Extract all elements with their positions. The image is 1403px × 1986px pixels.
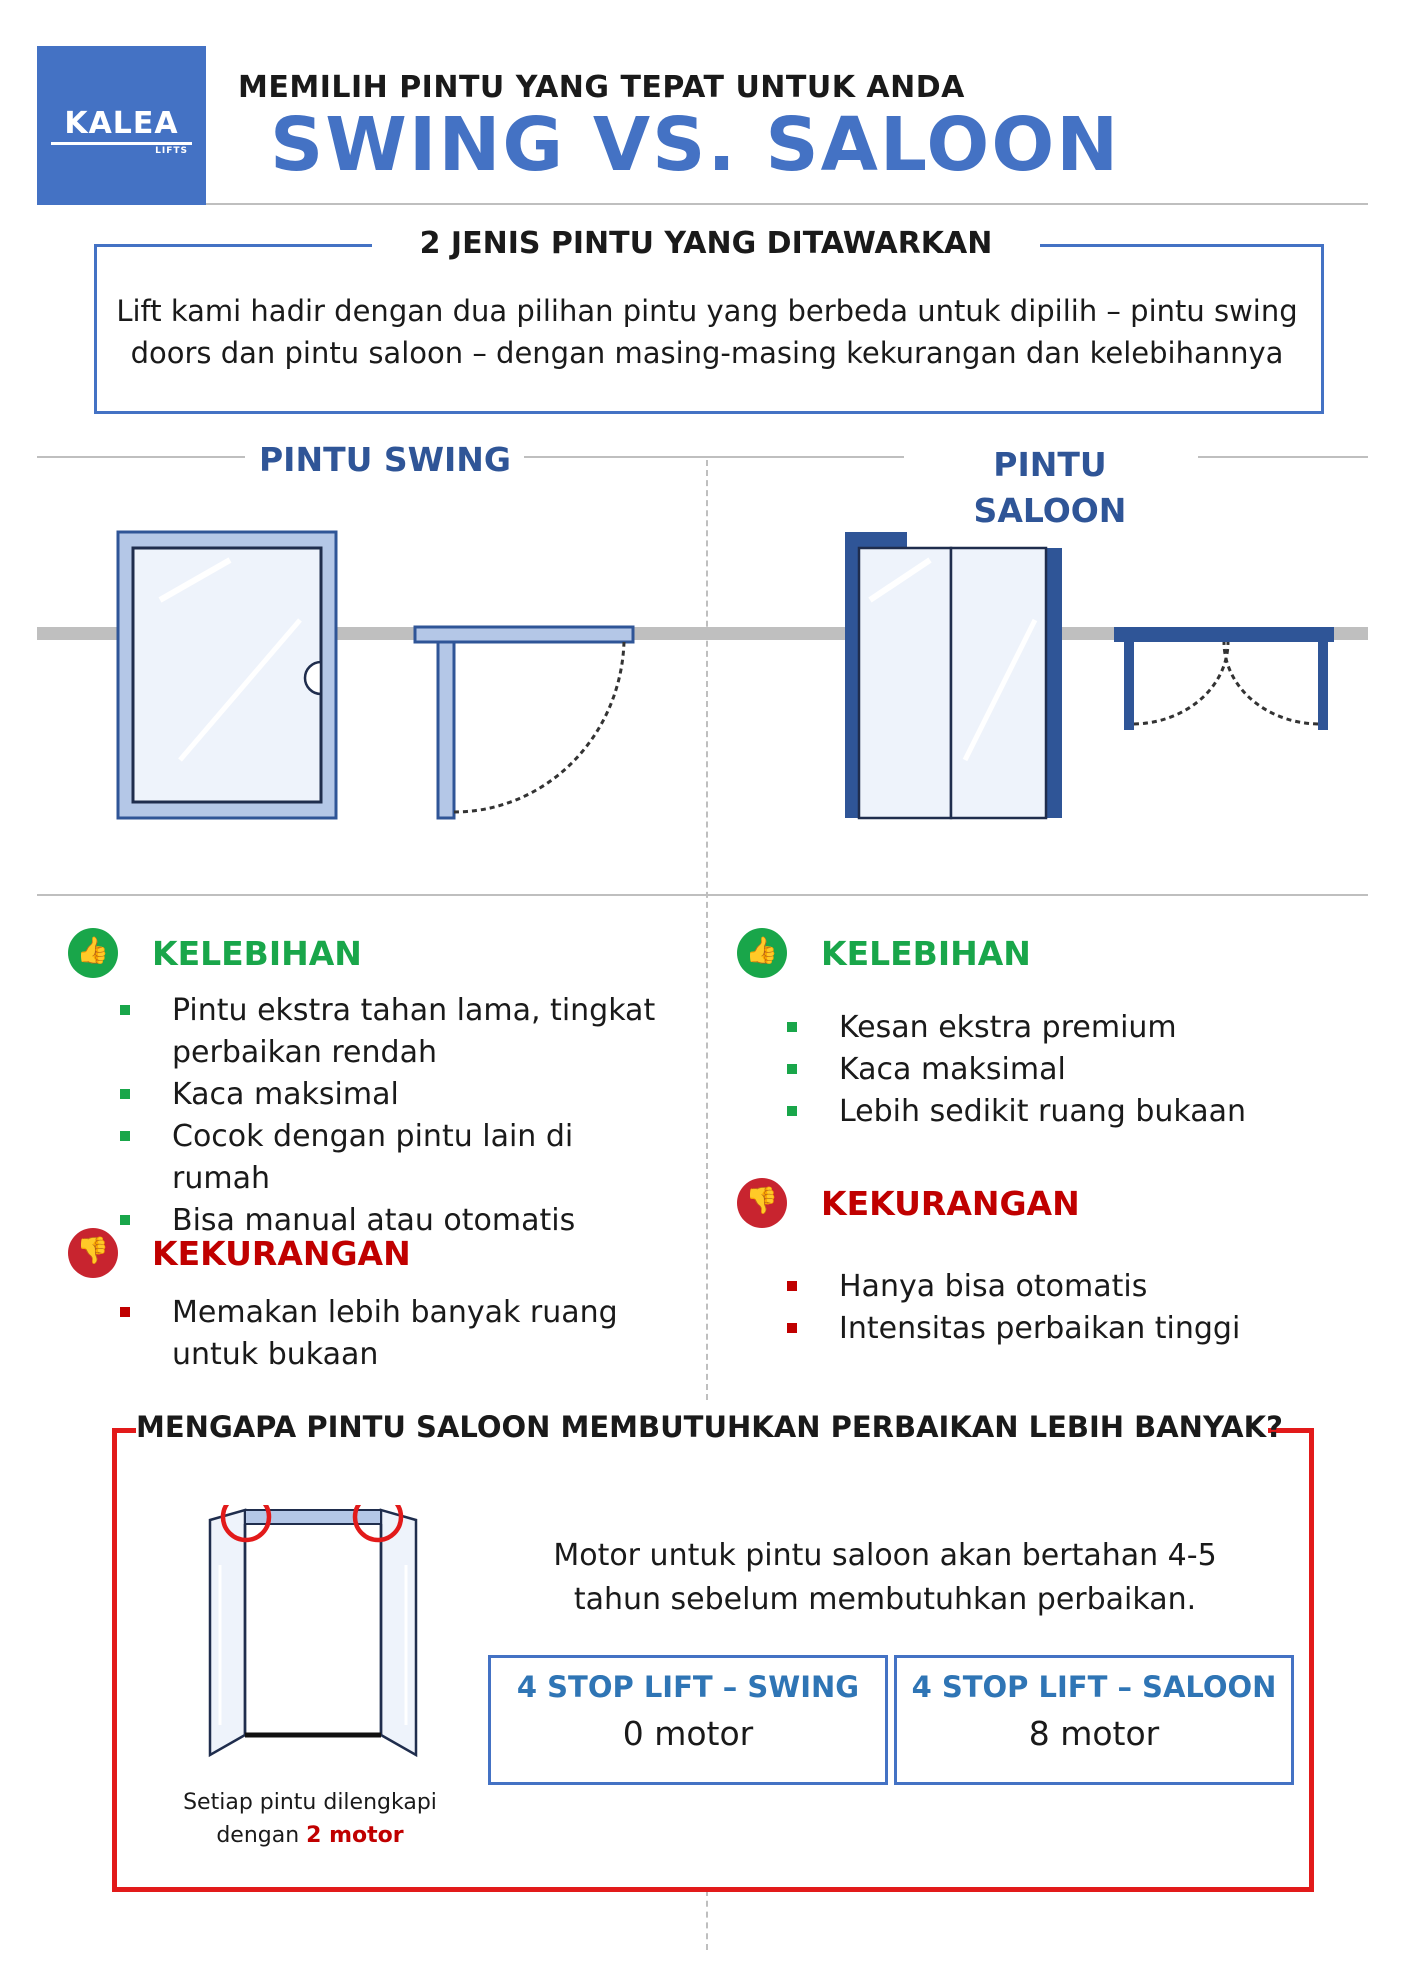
rule-swing-left	[37, 456, 245, 458]
motor-lifespan-text	[540, 1534, 1230, 1622]
header-divider	[206, 203, 1368, 205]
logo-subtext: LIFTS	[155, 146, 188, 156]
swing-cons-heading: KEKURANGAN	[152, 1234, 411, 1273]
saloon-pros-list	[787, 1007, 1347, 1133]
center-divider-bottom	[706, 1890, 708, 1950]
swing-door-front	[118, 532, 336, 818]
list-item: Kesan ekstra premium	[787, 1007, 1347, 1049]
page-subtitle: MEMILIH PINTU YANG TEPAT UNTUK ANDA	[238, 70, 965, 105]
saloon-cons-list	[787, 1266, 1347, 1350]
saloon-motor-box	[894, 1655, 1294, 1785]
list-item: Hanya bisa otomatis	[787, 1266, 1347, 1308]
repair-heading: MENGAPA PINTU SALOON MEMBUTUHKAN PERBAIKAN LEBIH BANYAK?	[136, 1410, 1283, 1444]
intro-line-1: Lift kami hadir dengan dua pilihan pintu yang berbeda untuk dipilih – pintu swing	[116, 294, 1298, 328]
swing-cons-thumbs-down-icon: 👎	[68, 1228, 118, 1278]
caption-line-1: Setiap pintu dilengkapi	[183, 1790, 437, 1815]
saloon-door-front	[845, 532, 1062, 818]
kalea-logo	[37, 46, 206, 205]
intro-text	[110, 290, 1304, 374]
list-item: Kaca maksimal	[120, 1074, 680, 1116]
swing-pros-list	[120, 990, 680, 1242]
list-item: Kaca maksimal	[787, 1049, 1347, 1091]
caption-highlight: 2 motor	[306, 1823, 404, 1848]
swing-pros-heading: KELEBIHAN	[152, 934, 362, 973]
swing-motor-value: 0 motor	[622, 1714, 754, 1753]
saloon-cons-thumbs-down-icon: 👎	[737, 1178, 787, 1228]
saloon-heading-line-1: PINTU	[993, 445, 1107, 484]
saloon-motor-diagram	[200, 1505, 430, 1785]
saloon-pros-thumbs-up-icon: 👍	[737, 928, 787, 978]
rule-swing-right	[524, 456, 904, 458]
motor-caption	[160, 1786, 460, 1852]
logo-text: KALEA	[64, 106, 179, 141]
page-title: SWING VS. SALOON	[270, 102, 1121, 188]
saloon-motor-value: 8 motor	[1028, 1714, 1160, 1753]
saloon-heading-line-2: SALOON	[973, 491, 1127, 530]
swing-heading: PINTU SWING	[258, 440, 512, 479]
list-item: Cocok dengan pintu lain di rumah	[120, 1116, 680, 1200]
caption-prefix: dengan	[216, 1823, 307, 1848]
swing-motor-box	[488, 1655, 888, 1785]
swing-door-plan	[415, 627, 633, 818]
rule-saloon-right	[1198, 456, 1368, 458]
logo-bar	[51, 142, 192, 145]
list-item: Lebih sedikit ruang bukaan	[787, 1091, 1347, 1133]
motor-text-line-2: tahun sebelum membutuhkan perbaikan.	[573, 1582, 1197, 1617]
diagram-divider	[37, 894, 1368, 896]
swing-cons-list	[120, 1292, 620, 1376]
saloon-cons-heading: KEKURANGAN	[821, 1184, 1080, 1223]
swing-motor-title: 4 STOP LIFT – SWING	[516, 1670, 860, 1704]
list-item: Pintu ekstra tahan lama, tingkat perbaikan rendah	[120, 990, 680, 1074]
saloon-door-plan	[1114, 627, 1334, 730]
motor-text-line-1: Motor untuk pintu saloon akan bertahan 4-5	[553, 1538, 1217, 1573]
list-item: Intensitas perbaikan tinggi	[787, 1308, 1347, 1350]
list-item: Memakan lebih banyak ruang untuk bukaan	[120, 1292, 620, 1376]
intro-line-2: doors dan pintu saloon – dengan masing-masing kekurangan dan kelebihannya	[130, 336, 1284, 370]
list-item: Bisa manual atau otomatis	[120, 1200, 680, 1242]
caption-line-2	[160, 1819, 460, 1852]
swing-pros-thumbs-up-icon: 👍	[68, 928, 118, 978]
saloon-pros-heading: KELEBIHAN	[821, 934, 1031, 973]
intro-heading: 2 JENIS PINTU YANG DITAWARKAN	[372, 226, 1040, 261]
door-diagrams	[0, 520, 1403, 840]
saloon-motor-title: 4 STOP LIFT – SALOON	[911, 1670, 1277, 1704]
